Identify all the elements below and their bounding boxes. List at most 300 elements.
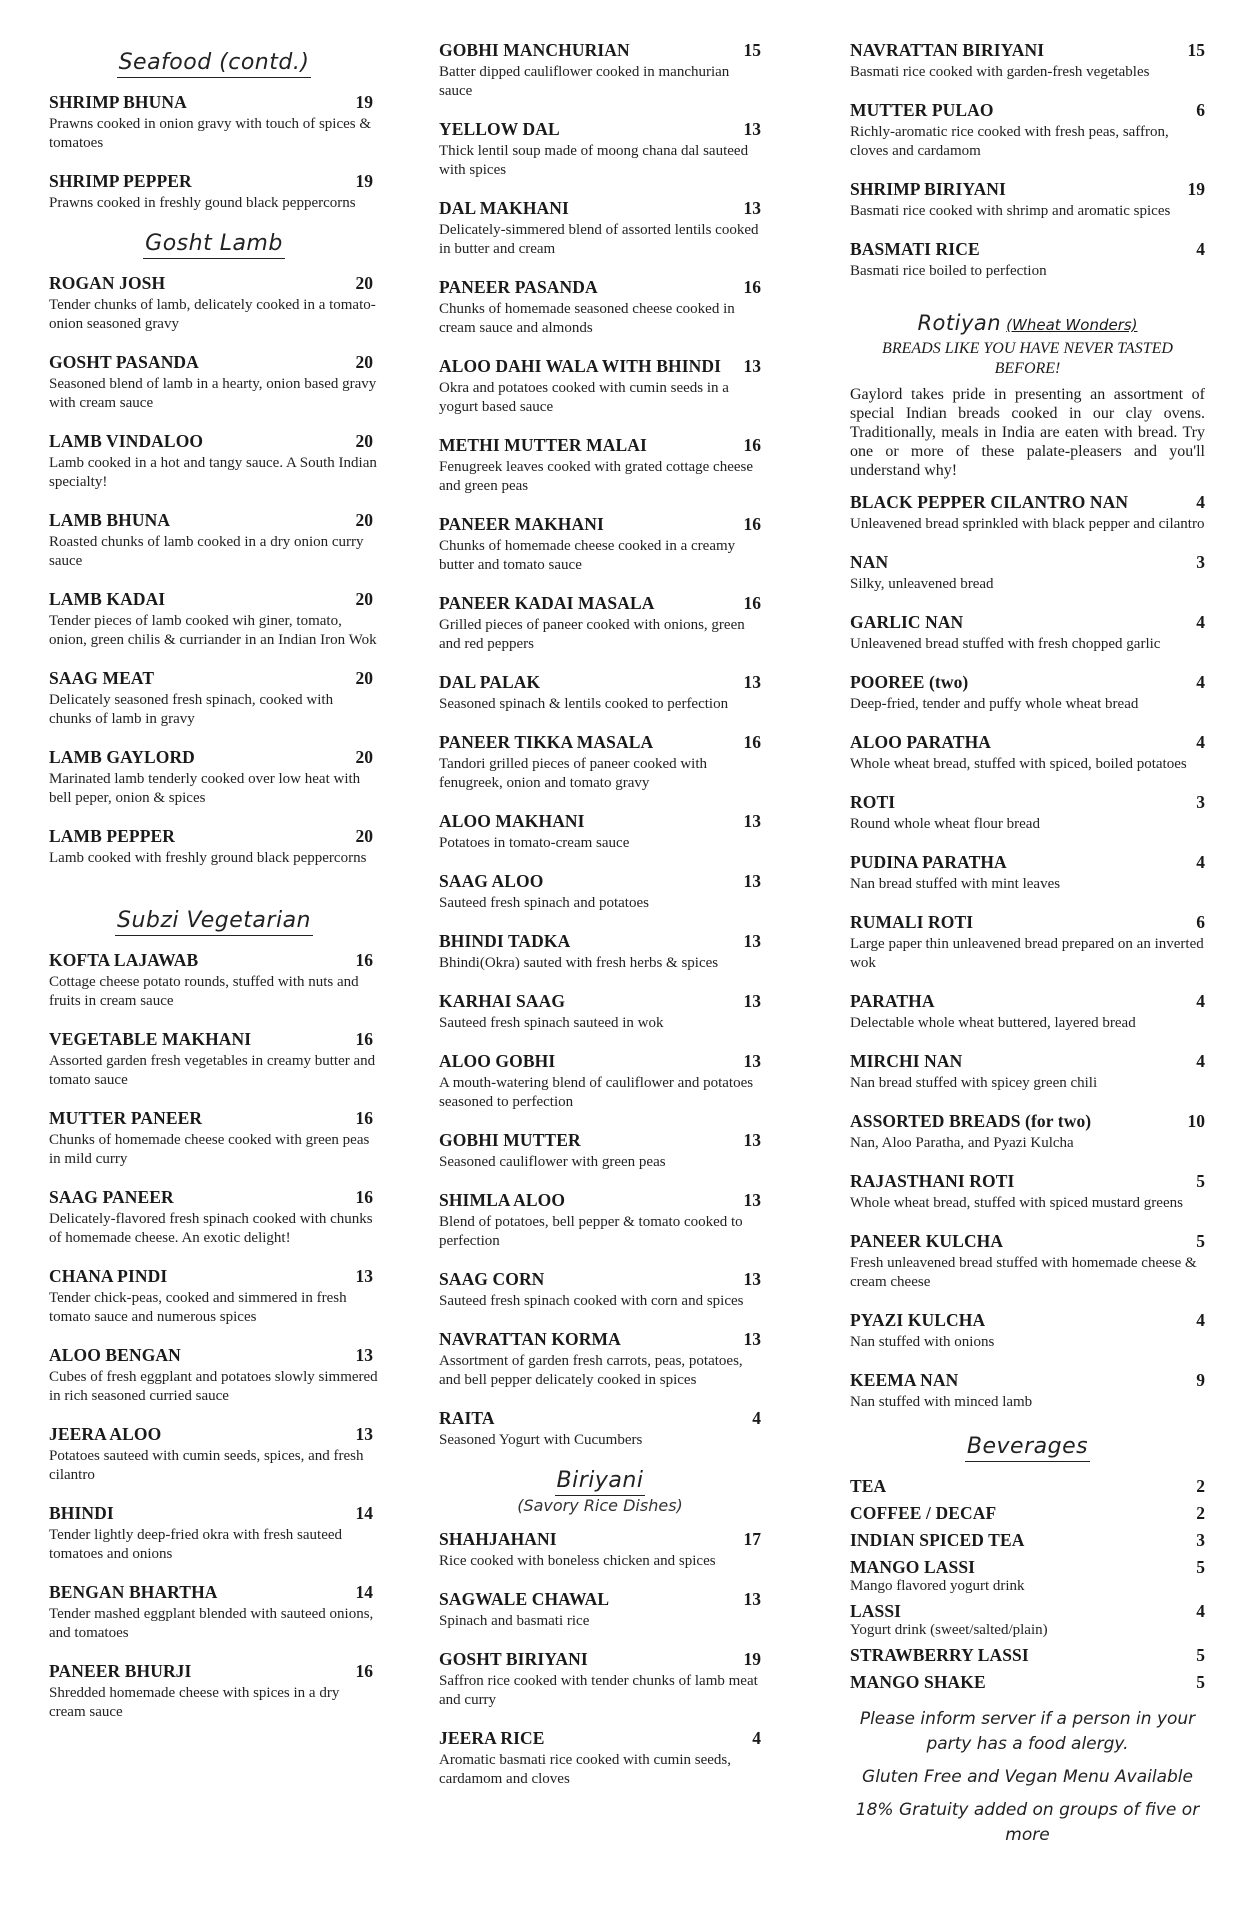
item-name: LAMB BHUNA [49,510,171,530]
item-price: 20 [355,589,373,609]
menu-item [439,356,761,417]
section-subtitle: (Savory Rice Dishes) [517,1496,683,1515]
item-price: 4 [1196,991,1205,1011]
item-name: PYAZI KULCHA [850,1310,986,1330]
menu-item-row [850,1530,1205,1551]
item-name: LAMB VINDALOO [49,431,204,451]
item-name: JEERA RICE [439,1728,545,1748]
menu-item-row [850,1557,1205,1578]
menu-item-row [49,1029,379,1050]
item-description: Marinated lamb tenderly cooked over low heat with bell peper, onion & spices [49,771,361,806]
item-price: 13 [743,931,761,951]
item-price: 20 [355,431,373,451]
item-name: BENGAN BHARTHA [49,1582,218,1602]
item-description: Round whole wheat flour bread [850,816,1040,832]
menu-item-row [439,119,761,140]
item-description: Assorted garden fresh vegetables in creamy butter and tomato sauce [49,1053,376,1088]
menu-item [439,1130,761,1172]
menu-item-row [850,239,1205,260]
item-price: 15 [743,40,761,60]
item-price: 13 [743,991,761,1011]
section-header-beverages [850,1434,1205,1462]
menu-item-row [439,811,761,832]
item-description: Saffron rice cooked with tender chunks of lamb meat and curry [439,1673,758,1708]
item-name: PANEER MAKHANI [439,514,604,534]
item-description: Fresh unleavened bread stuffed with homemade cheese & cream cheese [850,1255,1197,1290]
item-name: INDIAN SPICED TEA [850,1530,1025,1550]
menu-item [49,1345,379,1406]
item-price: 13 [743,1190,761,1210]
section-title: Gosht Lamb [143,231,285,259]
item-description: Cubes of fresh eggplant and potatoes slowly simmered in rich seasoned curried sauce [49,1369,378,1404]
menu-item-row [49,1503,379,1524]
item-price: 4 [1196,239,1205,259]
item-description: Potatoes sauteed with cumin seeds, spices, and fresh cilantro [49,1448,364,1483]
menu-item-row [49,1345,379,1366]
item-price: 5 [1196,1171,1205,1191]
menu-item-list [49,950,379,1722]
item-description: Bhindi(Okra) sauted with fresh herbs & spices [439,955,719,971]
menu-item-row [49,510,379,531]
item-description: Shredded homemade cheese with spices in a dry cream sauce [49,1685,340,1720]
item-description: Nan, Aloo Paratha, and Pyazi Kulcha [850,1135,1074,1151]
menu-item [850,239,1205,281]
item-description: Sauteed fresh spinach and potatoes [439,895,649,911]
item-price: 2 [1196,1503,1205,1523]
item-price: 20 [355,352,373,372]
item-price: 9 [1196,1370,1205,1390]
item-price: 2 [1196,1476,1205,1496]
menu-item [49,352,379,413]
menu-item-row [49,1108,379,1129]
menu-item [439,931,761,973]
menu-item [850,991,1205,1033]
item-description: Tender pieces of lamb cooked wih giner, tomato, onion, green chilis & curriander in an Indian Iron Wok [49,613,377,648]
section-header-seafood [49,50,379,78]
item-price: 13 [743,1051,761,1071]
menu-item-row [850,492,1205,513]
item-name: ALOO GOBHI [439,1051,556,1071]
item-description: Sauteed fresh spinach cooked with corn and spices [439,1293,744,1309]
menu-item-row [439,40,761,61]
item-price: 13 [355,1345,373,1365]
item-price: 5 [1196,1672,1205,1692]
breads-intro: Gaylord takes pride in presenting an assortment of special Indian breads cooked in our clay ovens. Traditionally, meals in India are eaten with bread. Try one or more of these palate-pleasers and you'll understand why! [850,386,1205,479]
menu-item [439,277,761,338]
item-description: Lamb cooked with freshly ground black peppercorns [49,850,367,866]
item-price: 19 [1187,179,1205,199]
menu-item-row [49,950,379,971]
menu-item-row [439,732,761,753]
item-name: NAN [850,552,889,572]
menu-item-row [850,40,1205,61]
item-price: 13 [355,1266,373,1286]
menu-item-row [439,1269,761,1290]
menu-item [439,40,761,101]
item-name: SAAG ALOO [439,871,544,891]
item-description: Unleavened bread stuffed with fresh chopped garlic [850,636,1161,652]
item-name: ROGAN JOSH [49,273,166,293]
item-price: 16 [743,514,761,534]
menu-item-row [49,1266,379,1287]
item-price: 3 [1196,552,1205,572]
menu-item-list [49,92,379,213]
item-name: SAGWALE CHAWAL [439,1589,610,1609]
item-price: 16 [355,1661,373,1681]
item-description: Seasoned spinach & lentils cooked to perfection [439,696,729,712]
item-description: A mouth-watering blend of cauliflower and potatoes seasoned to perfection [439,1075,754,1110]
item-price: 19 [355,92,373,112]
item-description: Yogurt drink (sweet/salted/plain) [850,1622,1048,1638]
menu-item [850,672,1205,714]
item-description: Richly-aromatic rice cooked with fresh peas, saffron, cloves and cardamom [850,124,1169,159]
item-description: Fenugreek leaves cooked with grated cottage cheese and green peas [439,459,754,494]
menu-item-list [49,273,379,868]
menu-item-row [439,931,761,952]
menu-item-row [49,1582,379,1603]
item-name: DAL PALAK [439,672,541,692]
item-name: MIRCHI NAN [850,1051,963,1071]
menu-item [850,1111,1205,1153]
menu-item [439,119,761,180]
item-description: Thick lentil soup made of moong chana dal sauteed with spices [439,143,749,178]
item-name: ALOO BENGAN [49,1345,181,1365]
menu-item [439,1269,761,1311]
menu-item [439,1529,761,1571]
menu-item-list [850,492,1205,1412]
menu-item [49,1661,379,1722]
menu-item-row [49,589,379,610]
menu-item [49,1266,379,1327]
menu-item-row [439,871,761,892]
menu-item-row [49,747,379,768]
item-description: Potatoes in tomato-cream sauce [439,835,630,851]
item-price: 14 [355,1503,373,1523]
menu-item [49,431,379,492]
menu-item-row [850,912,1205,933]
item-description: Tender lightly deep-fried okra with fresh sauteed tomatoes and onions [49,1527,343,1562]
item-description: Delicately-simmered blend of assorted lentils cooked in butter and cream [439,222,759,257]
item-price: 16 [355,1187,373,1207]
menu-item-row [850,1645,1205,1666]
item-description: Deep-fried, tender and puffy whole wheat bread [850,696,1139,712]
menu-item [49,747,379,808]
item-description: Delicately-flavored fresh spinach cooked with chunks of homemade cheese. An exotic delight! [49,1211,373,1246]
item-description: Whole wheat bread, stuffed with spiced, boiled potatoes [850,756,1187,772]
item-name: SAAG MEAT [49,668,155,688]
menu-item-row [49,1424,379,1445]
section-title: Biriyani [555,1468,646,1496]
item-description: Roasted chunks of lamb cooked in a dry onion curry sauce [49,534,364,569]
item-name: LAMB PEPPER [49,826,176,846]
menu-item [439,1408,761,1450]
menu-item [439,991,761,1033]
menu-item [850,1503,1205,1524]
item-description: Tender mashed eggplant blended with sauteed onions, and tomatoes [49,1606,374,1641]
item-name: GARLIC NAN [850,612,964,632]
item-name: YELLOW DAL [439,119,560,139]
section-header-biriyani [439,1468,761,1515]
item-description: Nan bread stuffed with mint leaves [850,876,1061,892]
item-description: Mango flavored yogurt drink [850,1578,1025,1594]
item-description: Delectable whole wheat buttered, layered bread [850,1015,1136,1031]
menu-item [850,1530,1205,1551]
menu-item [850,552,1205,594]
item-price: 13 [743,356,761,376]
item-name: TEA [850,1476,887,1496]
item-name: POOREE (two) [850,672,969,692]
item-description: Seasoned cauliflower with green peas [439,1154,666,1170]
item-description: Nan stuffed with minced lamb [850,1394,1033,1410]
menu-item-row [850,1672,1205,1693]
item-price: 5 [1196,1557,1205,1577]
item-name: PARATHA [850,991,935,1011]
item-description: Prawns cooked in freshly gound black peppercorns [49,195,356,211]
menu-item-row [439,1529,761,1550]
item-price: 13 [743,1589,761,1609]
item-price: 4 [752,1728,761,1748]
item-price: 4 [1196,612,1205,632]
item-description: Grilled pieces of paneer cooked with onions, green and red peppers [439,617,745,652]
menu-item [49,1503,379,1564]
menu-item-row [850,1051,1205,1072]
menu-item-row [850,1111,1205,1132]
item-name: SHRIMP BHUNA [49,92,187,112]
item-name: BASMATI RICE [850,239,980,259]
menu-item-row [850,792,1205,813]
item-price: 4 [1196,672,1205,692]
item-price: 13 [355,1424,373,1444]
item-description: Basmati rice cooked with garden-fresh vegetables [850,64,1150,80]
menu-item-row [439,672,761,693]
menu-item-row [850,612,1205,633]
menu-item-row [850,100,1205,121]
menu-item [439,514,761,575]
item-description: Batter dipped cauliflower cooked in manchurian sauce [439,64,730,99]
item-description: Seasoned Yogurt with Cucumbers [439,1432,643,1448]
item-description: Rice cooked with boneless chicken and spices [439,1553,716,1569]
menu-item-row [850,1370,1205,1391]
menu-item-row [439,514,761,535]
menu-item [850,1601,1205,1639]
menu-item-list [439,40,761,1450]
menu-item [439,593,761,654]
item-price: 5 [1196,1645,1205,1665]
item-name: METHI MUTTER MALAI [439,435,647,455]
item-name: LAMB KADAI [49,589,166,609]
breads-tagline: BREADS LIKE YOU HAVE NEVER TASTED BEFORE! [882,340,1173,377]
item-description: Blend of potatoes, bell pepper & tomato cooked to perfection [439,1214,743,1249]
item-price: 16 [743,277,761,297]
item-name: SAAG PANEER [49,1187,174,1207]
item-name: SHAHJAHANI [439,1529,557,1549]
menu-column-2 [439,40,761,1807]
item-price: 20 [355,826,373,846]
menu-item [49,668,379,729]
menu-item-row [49,171,379,192]
item-description: Okra and potatoes cooked with cumin seeds in a yogurt based sauce [439,380,729,415]
menu-item-list [850,40,1205,281]
item-price: 4 [1196,1051,1205,1071]
item-name: SHRIMP BIRIYANI [850,179,1006,199]
menu-item-row [49,352,379,373]
item-name: SHIMLA ALOO [439,1190,566,1210]
menu-item-row [850,732,1205,753]
item-price: 20 [355,510,373,530]
menu-item-row [439,435,761,456]
menu-item [850,1370,1205,1412]
item-name: KOFTA LAJAWAB [49,950,199,970]
item-description: Whole wheat bread, stuffed with spiced mustard greens [850,1195,1183,1211]
item-name: GOSHT PASANDA [49,352,199,372]
menu-item [49,950,379,1011]
menu-item [439,198,761,259]
menu-item-row [439,1190,761,1211]
item-name: SHRIMP PEPPER [49,171,192,191]
menu-item [49,92,379,153]
menu-item [439,1190,761,1251]
item-price: 15 [1187,40,1205,60]
item-name: PUDINA PARATHA [850,852,1007,872]
menu-item [850,732,1205,774]
item-description: Basmati rice cooked with shrimp and aromatic spices [850,203,1171,219]
item-price: 13 [743,1130,761,1150]
item-description: Large paper thin unleavened bread prepared on an inverted wok [850,936,1204,971]
menu-item-list [850,1476,1205,1693]
menu-item [49,510,379,571]
item-name: KEEMA NAN [850,1370,959,1390]
menu-item-row [439,1649,761,1670]
item-description: Nan stuffed with onions [850,1334,995,1350]
item-price: 13 [743,1329,761,1349]
menu-item-row [439,198,761,219]
menu-column-1 [49,40,379,1740]
item-price: 16 [355,1029,373,1049]
menu-item [850,1310,1205,1352]
menu-item [850,40,1205,82]
menu-item [850,1051,1205,1093]
menu-item [49,589,379,650]
menu-item [850,912,1205,973]
item-price: 16 [355,1108,373,1128]
item-description: Tender chick-peas, cooked and simmered in fresh tomato sauce and numerous spices [49,1290,347,1325]
item-name: ALOO MAKHANI [439,811,585,831]
item-description: Chunks of homemade seasoned cheese cooked in cream sauce and almonds [439,301,735,336]
menu-item [850,852,1205,894]
item-price: 3 [1196,1530,1205,1550]
menu-item [49,273,379,334]
menu-item-row [850,1231,1205,1252]
item-name: ALOO PARATHA [850,732,992,752]
item-name: NAVRATTAN KORMA [439,1329,621,1349]
item-price: 13 [743,811,761,831]
menu-item [850,792,1205,834]
menu-item [49,826,379,868]
item-price: 4 [1196,492,1205,512]
item-name: RAJASTHANI ROTI [850,1171,1015,1191]
item-name: ALOO DAHI WALA WITH BHINDI [439,356,722,376]
item-name: JEERA ALOO [49,1424,162,1444]
menu-item-row [49,1661,379,1682]
section-title: Subzi Vegetarian [115,908,313,936]
menu-item [439,1728,761,1789]
menu-item [850,1476,1205,1497]
item-name: RAITA [439,1408,495,1428]
gluten-free-note: Gluten Free and Vegan Menu Available [862,1767,1193,1787]
item-price: 4 [1196,852,1205,872]
item-price: 4 [1196,1601,1205,1621]
menu-item [49,1029,379,1090]
menu-item-row [439,1130,761,1151]
menu-item-row [49,826,379,847]
menu-item [850,612,1205,654]
item-description: Tandori grilled pieces of paneer cooked with fenugreek, onion and tomato gravy [439,756,708,791]
menu-item-row [439,1728,761,1749]
item-price: 13 [743,871,761,891]
item-name: PANEER KULCHA [850,1231,1004,1251]
item-price: 5 [1196,1231,1205,1251]
menu-item-row [850,1171,1205,1192]
item-name: BHINDI [49,1503,114,1523]
item-name: MANGO LASSI [850,1557,976,1577]
item-name: LAMB GAYLORD [49,747,195,767]
item-price: 4 [1196,732,1205,752]
item-price: 13 [743,198,761,218]
menu-item-row [850,179,1205,200]
section-title: Seafood (contd.) [117,50,312,78]
item-description: Delicately seasoned fresh spinach, cooked with chunks of lamb in gravy [49,692,334,727]
item-description: Tender chunks of lamb, delicately cooked in a tomato-onion seasoned gravy [49,297,376,332]
item-price: 10 [1187,1111,1205,1131]
item-name: VEGETABLE MAKHANI [49,1029,252,1049]
menu-item [439,672,761,714]
menu-item-list [439,1529,761,1789]
item-name: KARHAI SAAG [439,991,566,1011]
item-price: 13 [743,119,761,139]
item-name: PANEER TIKKA MASALA [439,732,654,752]
menu-item-row [439,991,761,1012]
item-price: 17 [743,1529,761,1549]
menu-item-row [850,1476,1205,1497]
menu-item [850,100,1205,161]
menu-item [439,732,761,793]
item-name: COFFEE / DECAF [850,1503,997,1523]
menu-item-row [850,1503,1205,1524]
menu-item [49,1424,379,1485]
menu-item-row [850,552,1205,573]
item-description: Prawns cooked in onion gravy with touch of spices & tomatoes [49,116,372,151]
item-description: Chunks of homemade cheese cooked with green peas in mild curry [49,1132,370,1167]
item-name: PANEER PASANDA [439,277,598,297]
item-name: ROTI [850,792,896,812]
item-name: LASSI [850,1601,902,1621]
item-price: 14 [355,1582,373,1602]
item-description: Aromatic basmati rice cooked with cumin seeds, cardamom and cloves [439,1752,731,1787]
item-price: 13 [743,1269,761,1289]
item-price: 13 [743,672,761,692]
section-header-breads [850,311,1205,335]
menu-item [850,1231,1205,1292]
item-name: ASSORTED BREADS (for two) [850,1111,1092,1131]
item-description: Sauteed fresh spinach sauteed in wok [439,1015,664,1031]
menu-item [850,492,1205,534]
item-price: 6 [1196,100,1205,120]
item-name: MANGO SHAKE [850,1672,986,1692]
menu-item [49,1187,379,1248]
item-description: Spinach and basmati rice [439,1613,590,1629]
item-price: 16 [743,593,761,613]
menu-item [439,871,761,913]
